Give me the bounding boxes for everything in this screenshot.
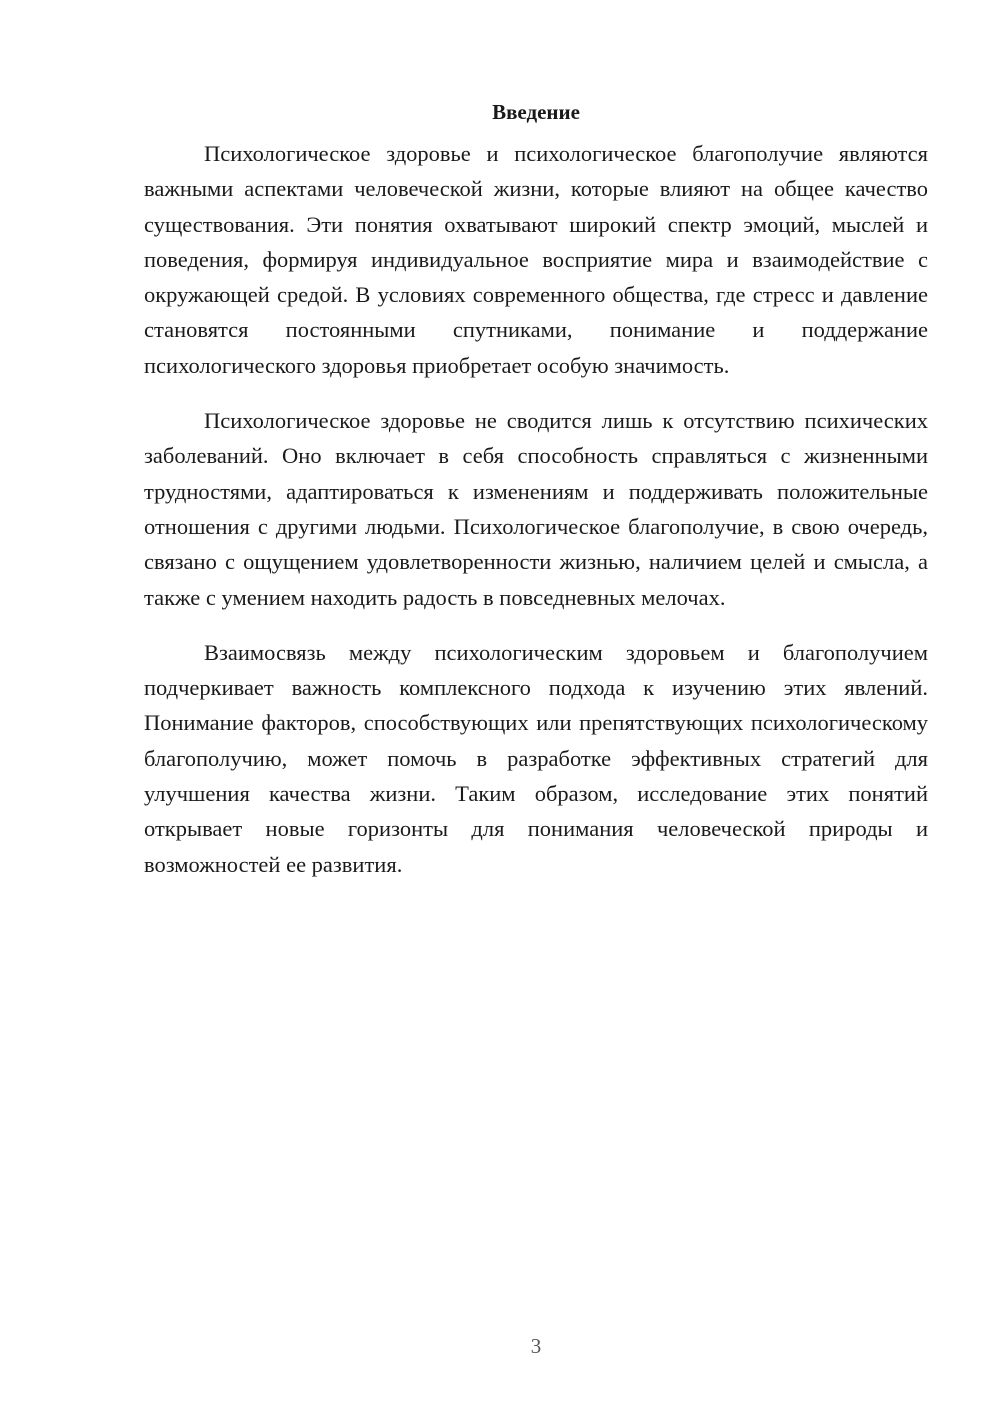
paragraph-3: Взаимосвязь между психологическим здоровьем и благополучием подчеркивает важность комплексного подхода к изучению этих явлений. Понимание факторов, способствующих или препятствующих психологическому благополучию, может помочь в разработке эффективных стратегий для улучшения качества жизни. Таким образом, исследование этих понятий открывает новые горизонты для понимания человеческой природы и возможностей ее развития. [144, 639, 928, 877]
page-number: 3 [530, 1334, 542, 1358]
page-content [144, 96, 928, 902]
paragraph-2: Психологическое здоровье не сводится лишь к отсутствию психических заболеваний. Оно включает в себя способность справляться с жизненными трудностями, адаптироваться к изменениям и поддерживать положительные отношения с другими людьми. Психологическое благополучие, в свою очередь, связано с ощущением удовлетворенности жизнью, наличием целей и смысла, а также с умением находить радость в повседневных мелочах. [144, 408, 928, 610]
paragraph-1: Психологическое здоровье и психологическое благополучие являются важными аспектами человеческой жизни, которые влияют на общее качество существования. Эти понятия охватывают широкий спектр эмоций, мыслей и поведения, формируя индивидуальное восприятие мира и взаимодействие с окружающей средой. В условиях современного общества, где стресс и давление становятся постоянными спутниками, понимание и поддержание психологического здоровья приобретает особую значимость. [144, 141, 928, 378]
section-heading: Введение [492, 100, 580, 124]
